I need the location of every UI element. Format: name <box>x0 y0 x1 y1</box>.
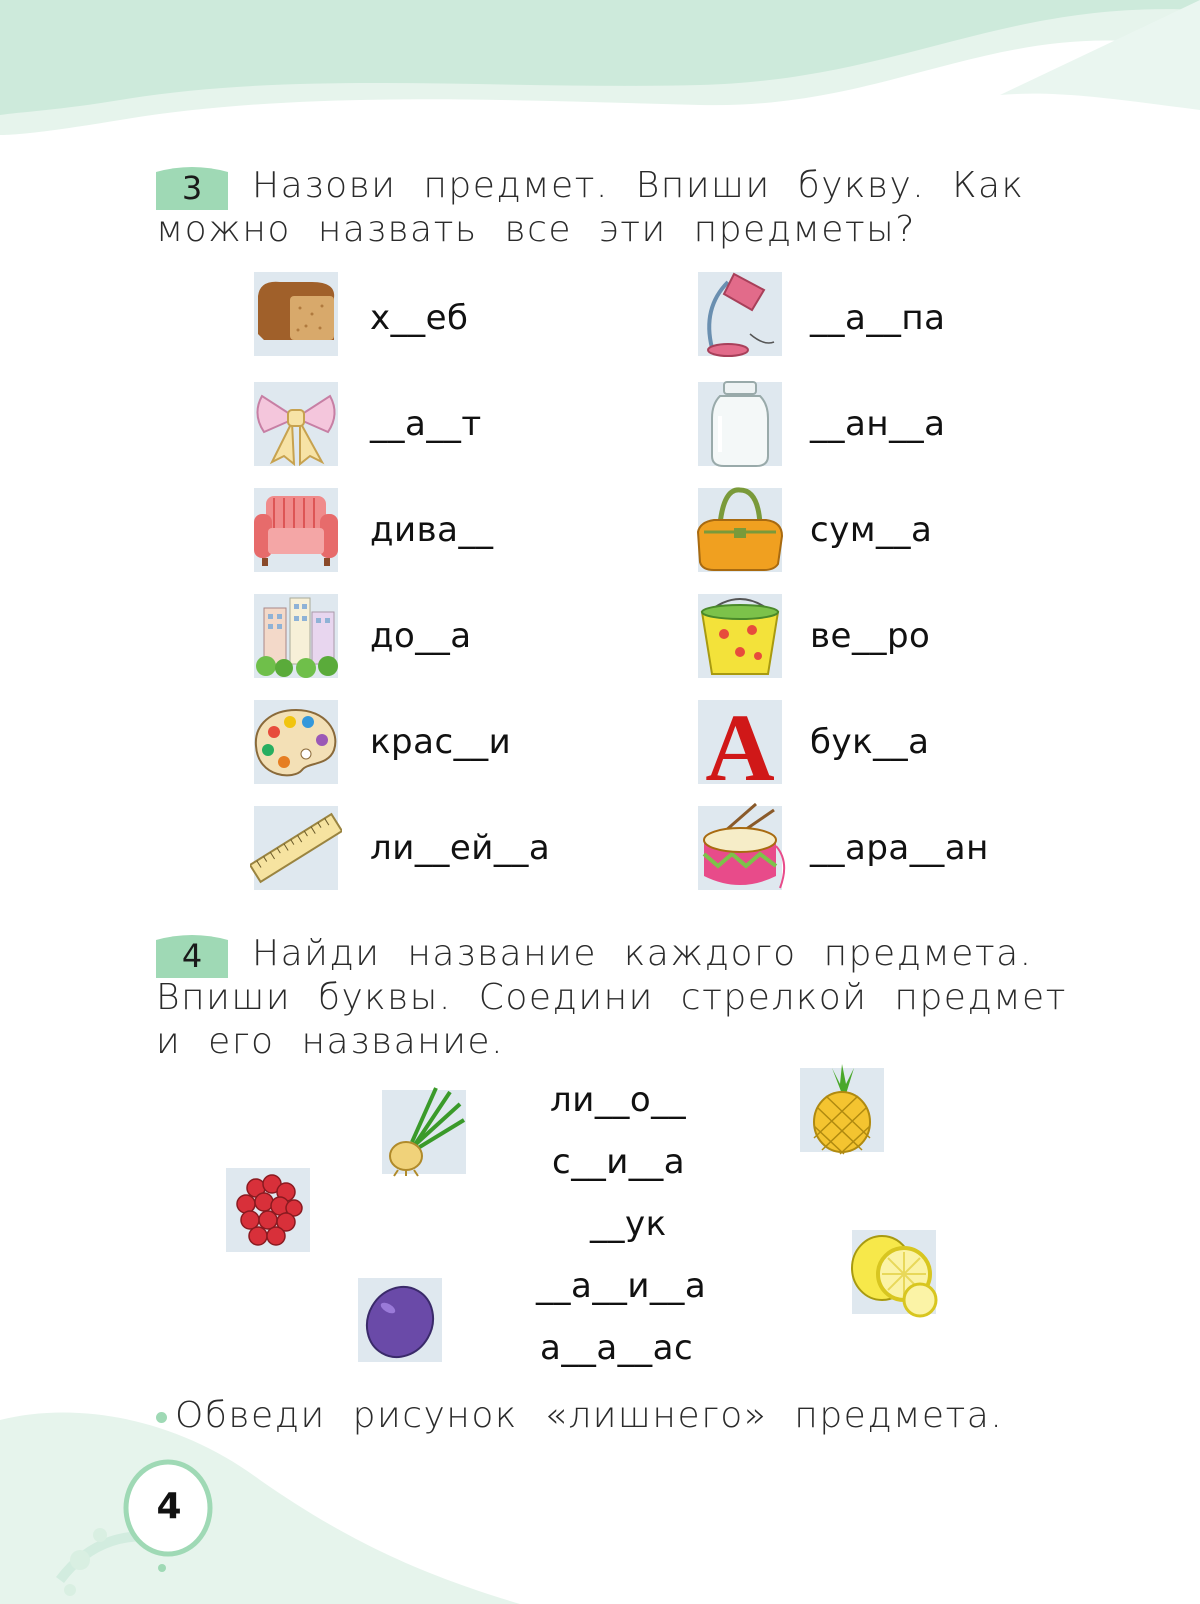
task-4-instruction-line1: Найди название каждого предмета. <box>252 933 1033 974</box>
word-bag: сум__а <box>810 510 933 550</box>
page-number: 4 <box>156 1486 182 1527</box>
word-onion: __ук <box>590 1204 667 1244</box>
task-4-instruction-line2: Впиши буквы. Соедини стрелкой предмет <box>156 977 1067 1018</box>
word-bread: х__еб <box>370 298 469 338</box>
ruler-icon <box>250 802 342 894</box>
bullet-note <box>156 1394 1003 1438</box>
drum-icon <box>694 802 786 894</box>
bread-icon <box>250 268 342 360</box>
word-drum: __ара__ан <box>810 828 989 868</box>
word-sofa: дива__ <box>370 510 494 550</box>
bullet-note-text: Обведи рисунок «лишнего» предмета. <box>175 1395 1004 1436</box>
lemon-icon <box>848 1226 940 1318</box>
task-3-number: 3 <box>181 169 203 207</box>
plum-icon <box>354 1274 446 1366</box>
bag-icon <box>694 484 786 576</box>
word-plum: с__и__а <box>552 1142 686 1182</box>
lamp-icon <box>694 268 786 360</box>
task-3-instruction-line2: можно назвать все эти предметы? <box>156 209 916 250</box>
word-raspberry: __а__и__а <box>536 1266 707 1306</box>
onion-icon <box>378 1086 470 1178</box>
letter-a-glyph: А <box>705 696 775 788</box>
task-3-instruction-line1: Назови предмет. Впиши букву. Как <box>252 165 1025 206</box>
task-4-instruction-line3: и его название. <box>156 1021 505 1062</box>
word-pineapple: а__а__ас <box>540 1328 694 1368</box>
word-lamp: __а__па <box>810 298 946 338</box>
letter-a-icon <box>694 696 786 788</box>
word-ruler: ли__ей__а <box>370 828 551 868</box>
jar-icon <box>694 378 786 470</box>
task-4-badge <box>156 934 228 978</box>
word-jar: __ан__а <box>810 404 946 444</box>
sofa-icon <box>250 484 342 576</box>
word-paints: крас__и <box>370 722 512 762</box>
raspberry-icon <box>222 1164 314 1256</box>
bucket-icon <box>694 590 786 682</box>
word-bucket: ве__ро <box>810 616 931 656</box>
task-4-number: 4 <box>181 937 203 975</box>
task-3-badge <box>156 166 228 210</box>
palette-icon <box>250 696 342 788</box>
word-letter: бук__а <box>810 722 930 762</box>
word-lemon: ли__о__ <box>550 1080 687 1120</box>
houses-icon <box>250 590 342 682</box>
bullet-dot <box>156 1412 167 1423</box>
bow-icon <box>250 378 342 470</box>
pineapple-icon <box>796 1064 888 1156</box>
word-houses: до__а <box>370 616 472 656</box>
word-bow: __а__т <box>370 404 482 444</box>
